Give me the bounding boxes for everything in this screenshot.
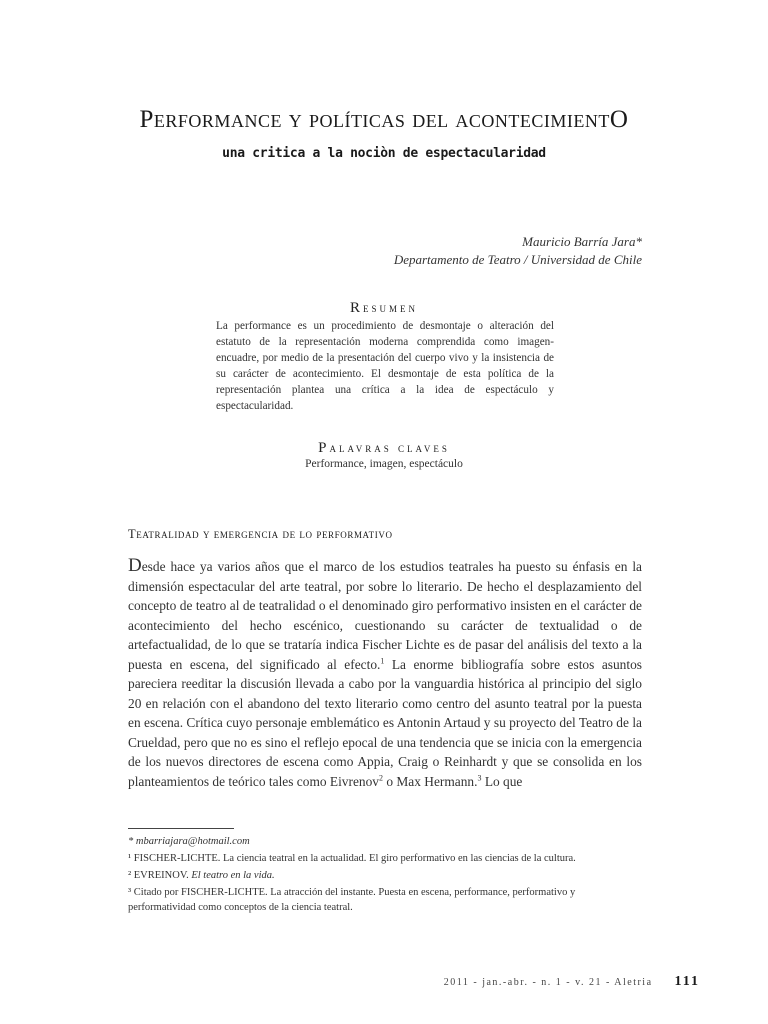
body-part-4: Lo que bbox=[481, 773, 523, 789]
footnote-divider bbox=[128, 828, 234, 829]
body-part-2: La enorme bibliografía sobre estos asuntos pareciera reeditar la discusión llevada a cabo por la vanguardia histórica al principio del siglo 20 en relación con el abandono del texto literario como centro del asunto teatral por la puesta en escena. Crítica cuyo personaje emblemático es Antonin Artaud y su proyecto del Teatro de la Crueldad, pero que no es sino el reflejo epocal de una tendencia que se inicia con la emergencia de los nuevos directores de escena como Appia, Craig o Reinhardt y que se consolida en los planteamientos de teórico tales como Eivrenov bbox=[128, 656, 642, 789]
footnote-3: ³ Citado por FISCHER-LICHTE. La atracción del instante. Puesta en escena, performance, performativo y performatividad como conceptos de la ciencia teatral. bbox=[128, 887, 576, 913]
footer-issue-info: 2011 - jan.-abr. - n. 1 - v. 21 - Aletria bbox=[443, 977, 653, 988]
footnote-2 bbox=[128, 868, 642, 883]
footnotes bbox=[128, 834, 642, 917]
footnote-ref-2[interactable]: 2 bbox=[379, 773, 383, 783]
keywords-heading-rest: alavras claves bbox=[329, 440, 450, 455]
abstract-heading bbox=[0, 300, 768, 317]
body-part-1: esde hace ya varios años que el marco de los estudios teatrales ha puesto su énfasis en la dimensión espectacular del arte teatral, por sobre lo literario. De hecho el desplazamiento del concepto de teatro al de teatralidad o el denominado giro performativo insisten en el carácter de acontecimiento del hecho escénico, cuestionando su carácter de textualidad o de artefactualidad, de lo que se trataría indica Fischer Lichte es de pasar del análisis del texto a la puesta en escena, del significado al efecto. bbox=[128, 559, 642, 672]
footnote-ref-1[interactable]: 1 bbox=[380, 656, 385, 666]
keywords-text: Performance, imagen, espectáculo bbox=[305, 458, 463, 470]
article-title: Performance y políticas del acontecimientO bbox=[139, 106, 629, 133]
page-number: 111 bbox=[674, 974, 700, 989]
abstract-text: La performance es un procedimiento de desmontaje o alteración del estatuto de la representación moderna comprendida como imagen-encuadre, por medio de la presentación del cuerpo vivo y la insistencia de su carácter de acontecimiento. El desmontaje de esta política de la representación plantea una crítica a la idea de espectáculo y espectacularidad. bbox=[216, 320, 554, 412]
body-part-3: o Max Hermann. bbox=[383, 773, 478, 789]
section-heading: Teatralidad y emergencia de lo performativo bbox=[128, 527, 393, 541]
footnote-2-title: El teatro en la vida. bbox=[191, 870, 275, 881]
drop-cap: D bbox=[128, 555, 142, 576]
keywords-heading bbox=[0, 440, 768, 457]
body-paragraph bbox=[128, 556, 642, 791]
abstract-heading-rest: esumen bbox=[363, 300, 419, 315]
footnote-ref-3[interactable]: 3 bbox=[477, 773, 482, 783]
author-name: Mauricio Barría Jara* bbox=[522, 234, 642, 249]
footnote-1: ¹ FISCHER-LICHTE. La ciencia teatral en la actualidad. El giro performativo en las ciencias de la cultura. bbox=[128, 853, 576, 864]
article-subtitle: una critica a la nociòn de espectacularidad bbox=[222, 146, 546, 161]
author-affiliation: Departamento de Teatro / Universidad de Chile bbox=[393, 252, 642, 267]
keywords-heading-initial: P bbox=[318, 440, 330, 456]
footnote-email[interactable]: * mbarriajara@hotmail.com bbox=[128, 836, 250, 847]
footnote-2-author: ² EVREINOV. bbox=[128, 870, 192, 881]
abstract-heading-initial: R bbox=[349, 300, 363, 316]
page-footer bbox=[444, 974, 700, 990]
